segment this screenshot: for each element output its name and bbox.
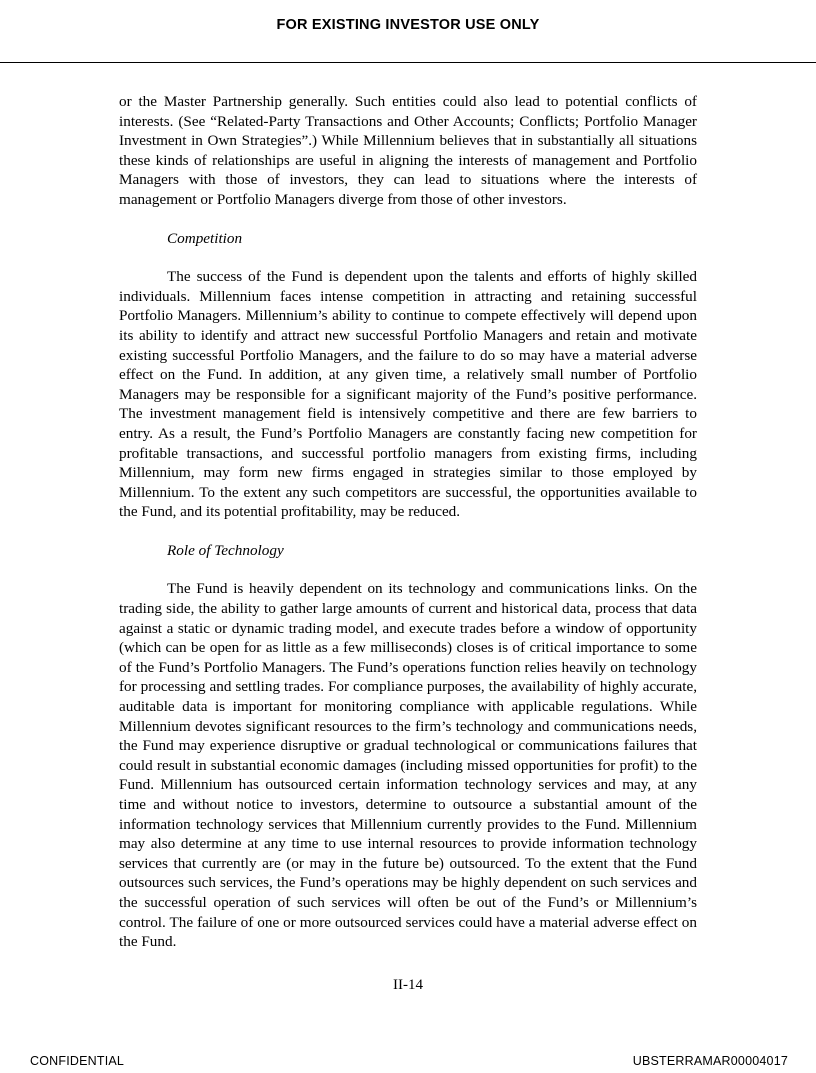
- section-heading-competition: Competition: [167, 229, 243, 247]
- header-divider: [0, 62, 816, 63]
- page-number: II-14: [393, 977, 423, 993]
- paragraph-spacer: [119, 210, 697, 229]
- footer-bates-number: UBSTERRAMAR00004017: [632, 1054, 788, 1068]
- paragraph-role-of-technology: The Fund is heavily dependent on its technology and communications links. On the trading side, the ability to gather large amounts of current and historical data, process that data against a static or dynamic trading model, and execute trades before a window of opportunity (which can be open for as little as a few milliseconds) closes is of critical importance to some of the Fund’s Portfolio Managers. The Fund’s operations function relies heavily on technology for processing and settling trades. For compliance purposes, the availability of highly accurate, auditable data is important for monitoring compliance with applicable regulations. While Millennium devotes significant resources to the firm’s technology and communications needs, the Fund may experience disruptive or gradual technological or communications failures that could result in substantial economic damages (including missed opportunities for profit) to the Fund. Millennium has outsourced certain information technology services and may, at any time and without notice to investors, determine to outsource a substantial amount of the information technology services that Millennium currently provides to the Fund. Millennium may also determine at any time to use internal resources to provide information technology services that currently are (or may in the future be) outsourced. To the extent that the Fund outsources such services, the Fund’s operations may be highly dependent on such services and the successful operation of such services will often be out of the Fund’s or Millennium’s control. The failure of one or more outsourced services could have a material adverse effect on the Fund.: [119, 580, 697, 951]
- paragraph-spacer: [119, 522, 697, 541]
- footer-confidential-label: CONFIDENTIAL: [30, 1054, 125, 1068]
- section-heading-role-of-technology: Role of Technology: [167, 541, 284, 559]
- paragraph-spacer: [119, 248, 697, 267]
- paragraph-spacer: [119, 560, 697, 579]
- document-body: [119, 92, 697, 952]
- paragraph-conflicts-continued: or the Master Partnership generally. Such entities could also lead to potential conflicts of interests. (See “Related-Party Transactions and Other Accounts; Conflicts; Portfolio Manager Investment in Own Strategies”.) While Millennium believes that in substantially all situations these kinds of relationships are useful in aligning the interests of management and Portfolio Managers with those of investors, they can lead to situations where the interests of management or Portfolio Managers diverge from those of other investors.: [119, 93, 697, 208]
- page-header-banner: FOR EXISTING INVESTOR USE ONLY: [276, 17, 540, 33]
- paragraph-competition: The success of the Fund is dependent upon the talents and efforts of highly skilled individuals. Millennium faces intense competition in attracting and retaining successful Portfolio Managers. Millennium’s ability to continue to compete effectively will depend upon its ability to identify and attract new successful Portfolio Managers and retain and motivate existing successful Portfolio Managers, and the failure to do so may have a material adverse effect on the Fund. In addition, at any given time, a relatively small number of Portfolio Managers may be responsible for a significant majority of the Fund’s positive performance. The investment management field is intensively competitive and there are few barriers to entry. As a result, the Fund’s Portfolio Managers are constantly facing new competition for profitable transactions, and successful portfolio managers from existing firms, including Millennium, may form new firms engaged in strategies similar to those employed by Millennium. To the extent any such competitors are successful, the opportunities available to the Fund, and its potential profitability, may be reduced.: [119, 268, 697, 521]
